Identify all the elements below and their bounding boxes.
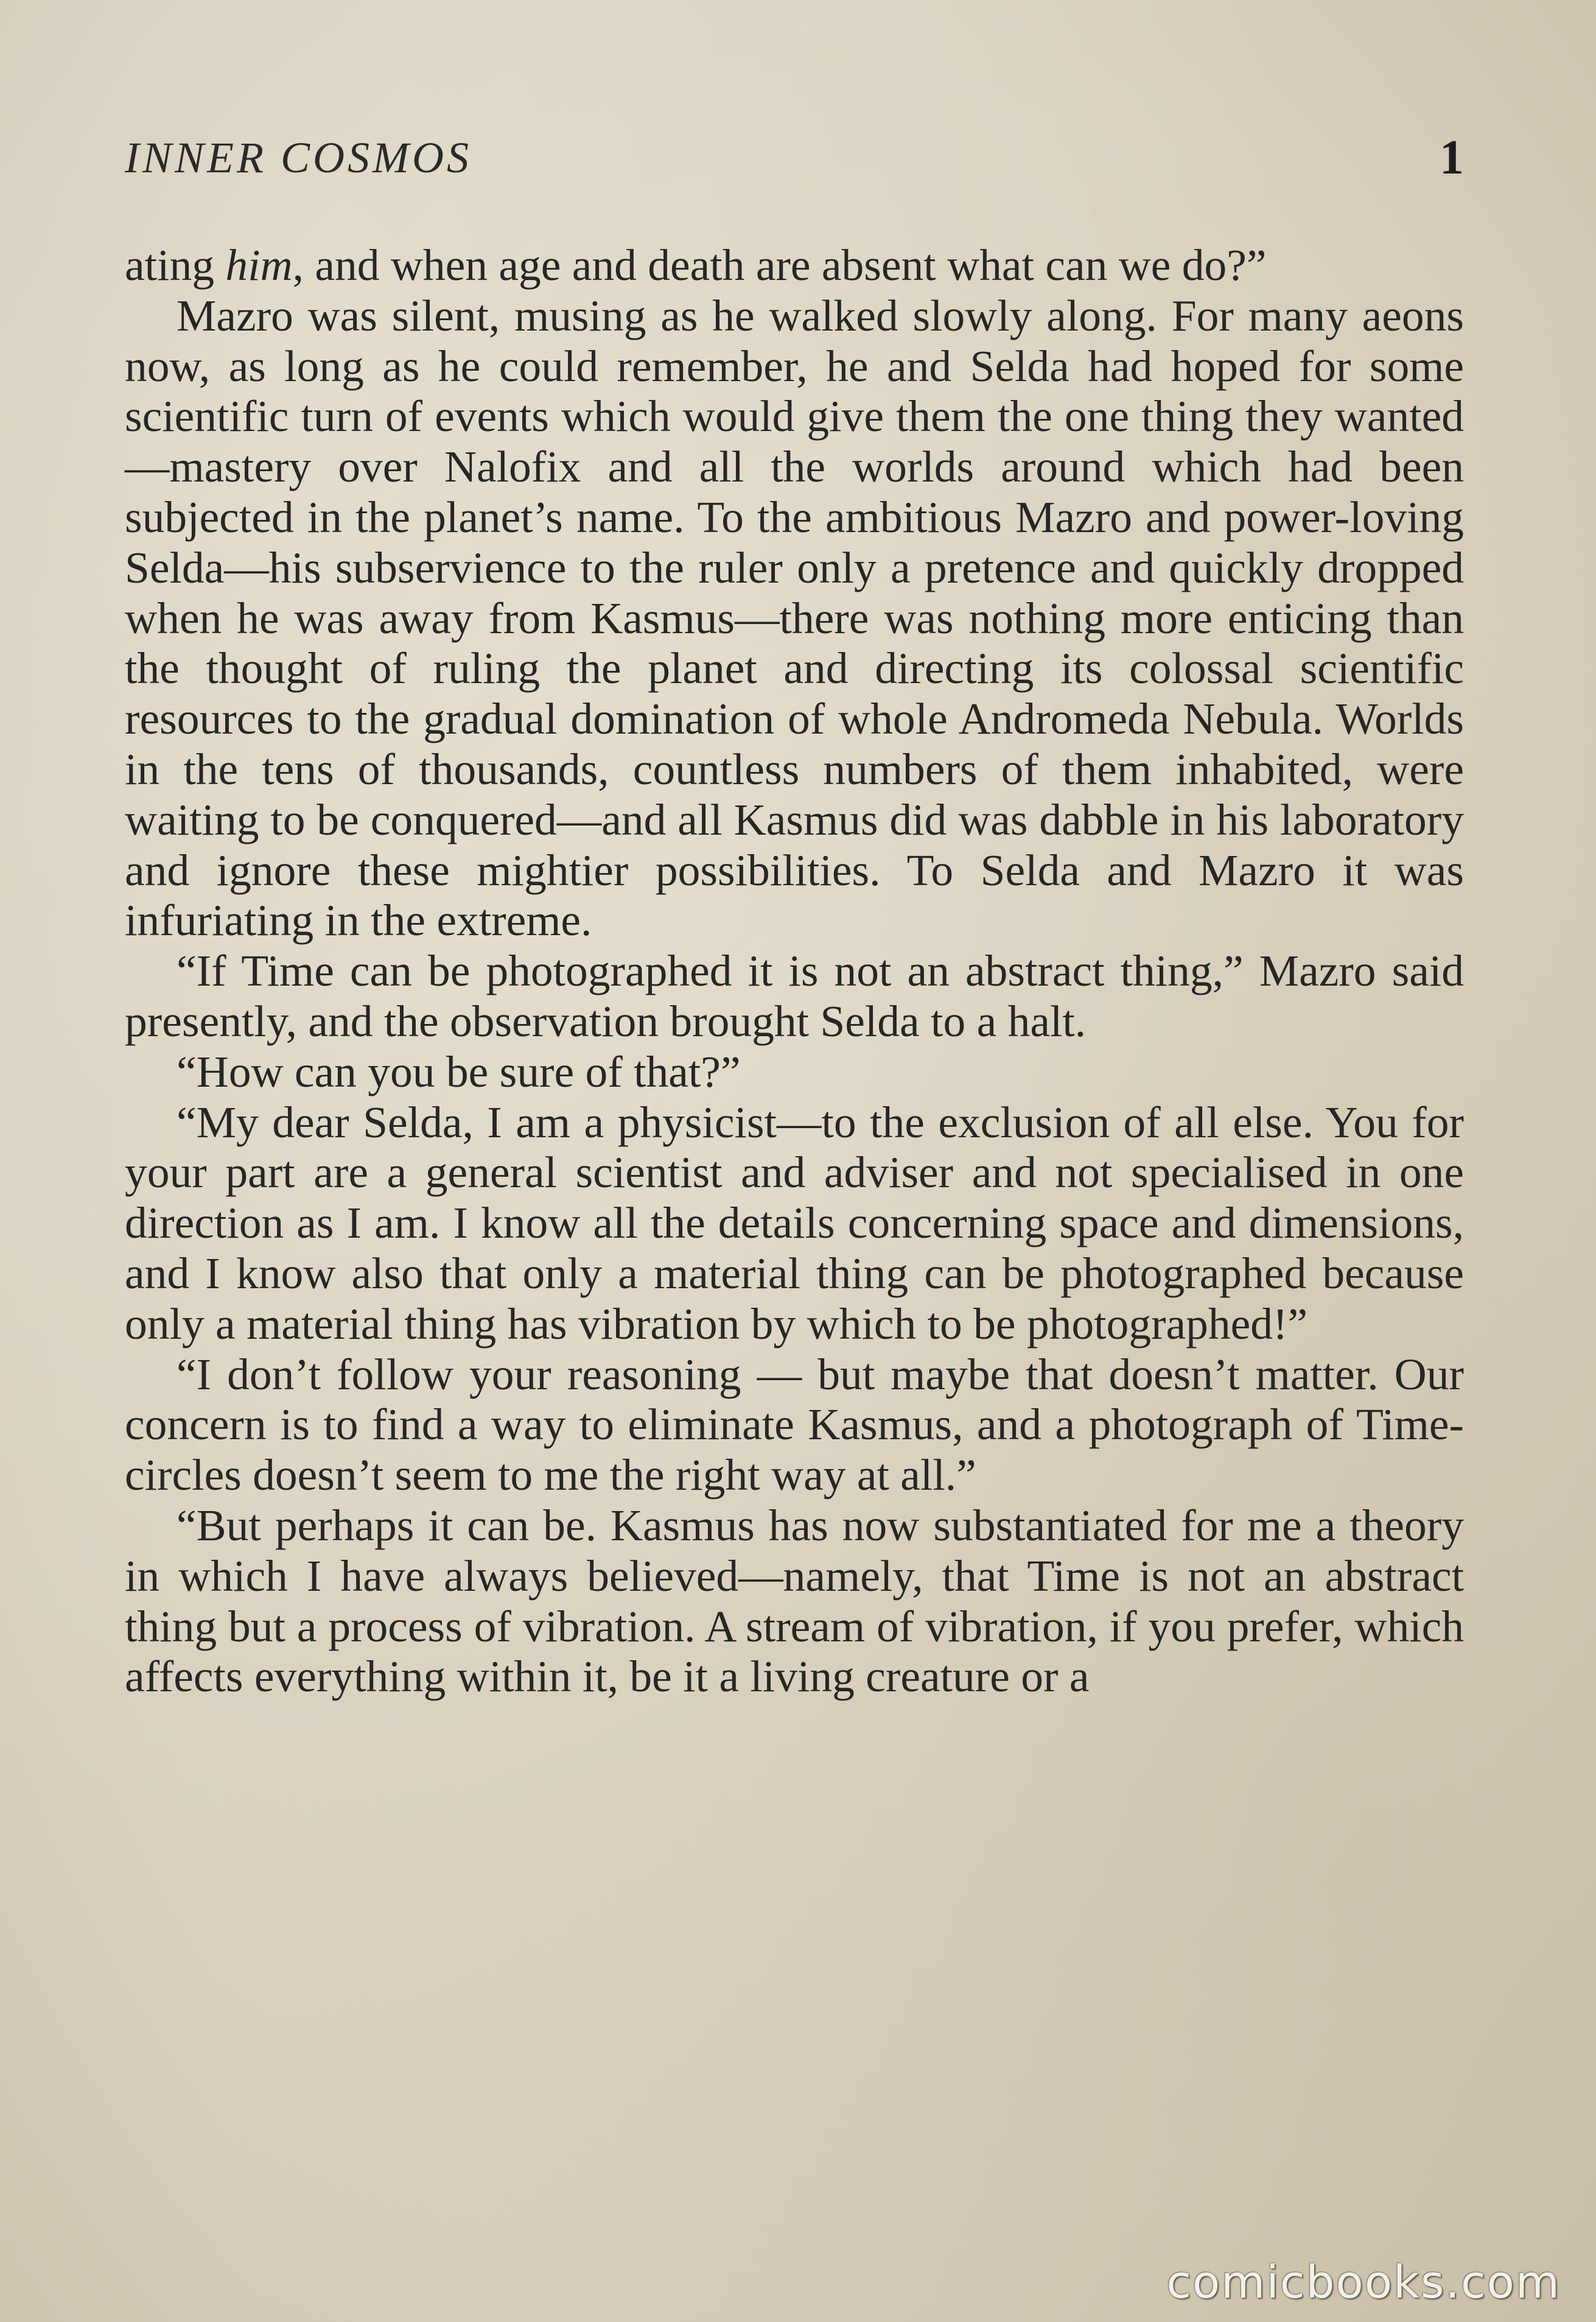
emphasis-text: him bbox=[225, 240, 293, 290]
paragraph-physicist: “My dear Selda, I am a physicist—to the exclusion of all else. You for your part are a general scientist and adviser and not specialised in one direction as I am. I know all the details concerning space and dimensions, and I know also that only a material thing can be photographed because only a material thing has vibration by which to be photographed!” bbox=[125, 1097, 1464, 1349]
paragraph-time-photographed: “If Time can be photographed it is not an abstract thing,” Mazro said presently, and the observation brought Selda to a halt. bbox=[125, 946, 1464, 1046]
paragraph-mazro-musing: Mazro was silent, musing as he walked slowly along. For many aeons now, as long as he could remember, he and Selda had hoped for some scientific turn of events which would give them the one thing they wanted—mastery over Nalofix and all the worlds around which had been subjected in the planet’s name. To the ambitious Mazro and power-loving Selda—his subservience to the ruler only a pretence and quickly dropped when he was away from Kasmus—there was nothing more enticing than the thought of ruling the planet and directing its colossal scientific resources to the gradual domination of whole Andromeda Nebula. Worlds in the tens of thousands, countless numbers of them inhabited, were waiting to be conquered—and all Kasmus did was dabble in his laboratory and ignore these mightier possibilities. To Selda and Mazro it was infuriating in the extreme. bbox=[125, 290, 1464, 945]
paragraph-vibration-theory: “But perhaps it can be. Kasmus has now substantiated for me a theory in which I have always believed—namely, that Time is not an abstract thing but a process of vibration. A stream of vibration, if you prefer, which affects everything within it, be it a living creature or a bbox=[125, 1500, 1464, 1702]
running-title: INNER COSMOS bbox=[125, 133, 472, 182]
paragraph-text-start: ating bbox=[125, 240, 226, 290]
paragraph-selda-question: “How can you be sure of that?” bbox=[177, 1047, 741, 1096]
body-text bbox=[125, 240, 1464, 1702]
paragraph-text-end: , and when age and death are absent what can we do?” bbox=[292, 240, 1267, 290]
watermark-logo: comicbooks.com bbox=[1166, 2256, 1561, 2309]
paragraph-continuation bbox=[125, 240, 1464, 291]
page-number: 1 bbox=[1440, 131, 1464, 184]
running-head bbox=[125, 133, 1470, 206]
paragraph-reasoning: “I don’t follow your reasoning — but maybe that doesn’t matter. Our concern is to find a way to eliminate Kasmus, and a photograph of Time-circles doesn’t seem to me the right way at all.” bbox=[125, 1349, 1464, 1500]
